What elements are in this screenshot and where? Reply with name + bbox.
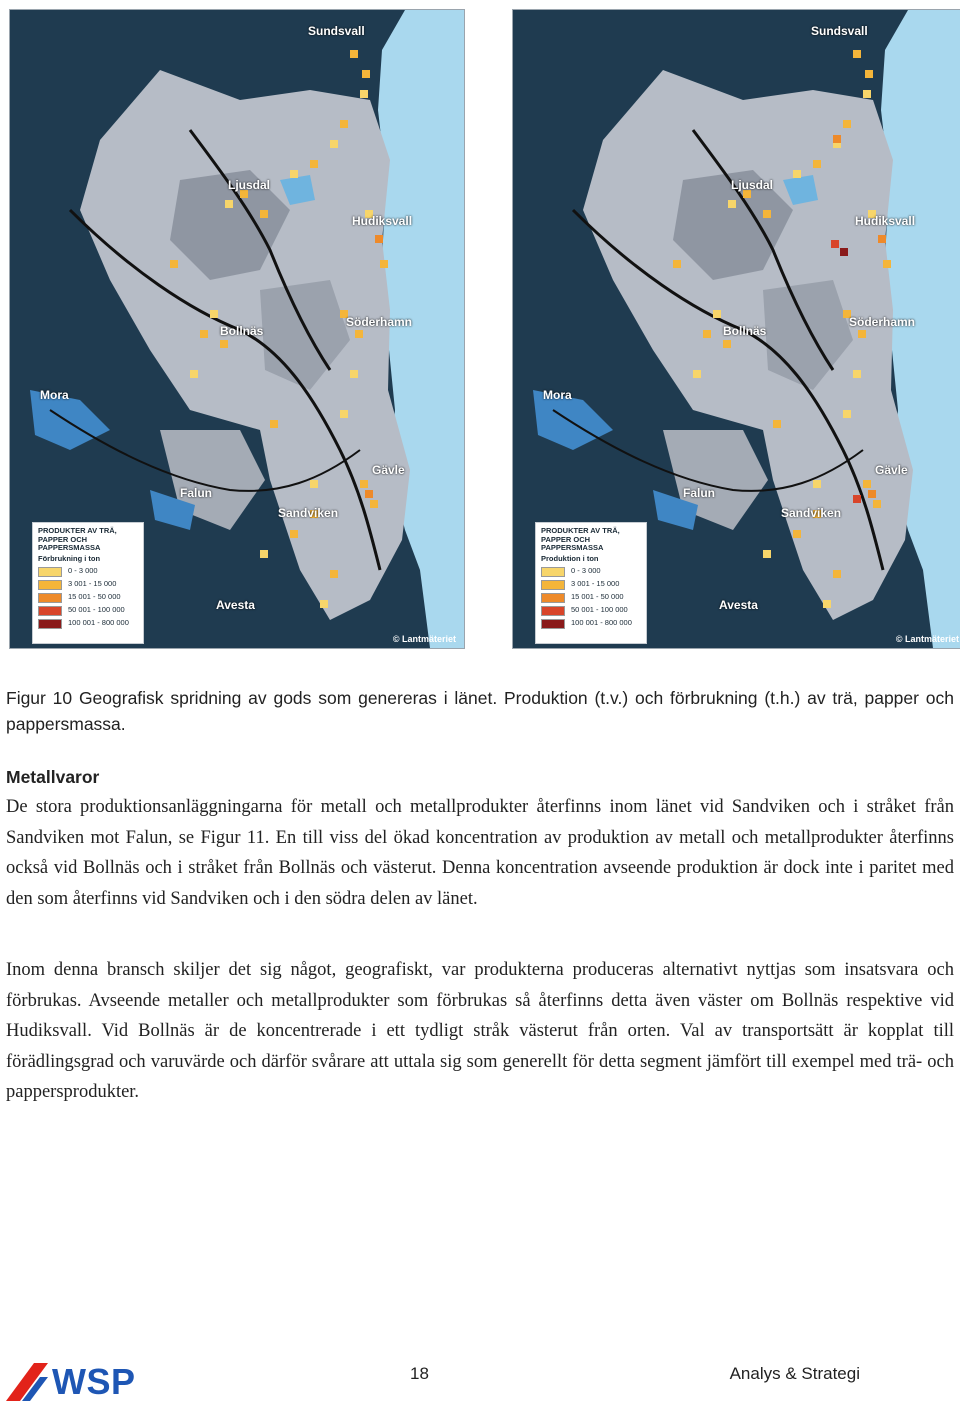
wsp-logo-text: WSP <box>52 1361 136 1402</box>
legend-swatch <box>541 619 565 629</box>
legend-title: PRODUKTER AV TRÄ, PAPPER OCH PAPPERSMASSA <box>38 526 117 553</box>
legend-swatch <box>38 593 62 603</box>
map-right <box>512 9 960 649</box>
body-paragraph: De stora produktionsanläggningarna för metall och metallprodukter återfinns inom länet vid Sandviken och i stråket från Sandviken mot Falun, se Figur 11. En till viss del ökad koncentration av produktion av metall och metallprodukter återfinns också vid Bollnäs och i stråket från Bollnäs och västerut. Denna koncentration avseende produktion är dock inte i paritet med den som återfinns vid Sandviken och i den södra delen av länet. <box>6 797 954 909</box>
legend-row <box>541 606 641 616</box>
legend-title: PRODUKTER AV TRÄ, PAPPER OCH PAPPERSMASSA <box>541 526 620 553</box>
legend-swatch <box>38 580 62 590</box>
legend-label: 15 001 - 50 000 <box>571 592 624 602</box>
legend-row <box>541 619 641 629</box>
legend-label: 50 001 - 100 000 <box>571 605 628 615</box>
legend-label: 3 001 - 15 000 <box>68 579 117 589</box>
legend-row <box>541 580 641 590</box>
legend-row <box>38 580 138 590</box>
city-label-bollnas: Bollnäs <box>723 324 767 338</box>
copyright-right: © Lantmäteriet <box>895 634 959 644</box>
city-label-gavle: Gävle <box>875 463 908 477</box>
legend-left <box>32 522 144 644</box>
page-number: 18 <box>410 1364 429 1383</box>
legend-row <box>38 567 138 577</box>
section-heading: Metallvaror <box>6 767 100 787</box>
city-label-ljusdal: Ljusdal <box>228 178 271 192</box>
legend-label: 0 - 3 000 <box>571 566 601 576</box>
legend-label: 0 - 3 000 <box>68 566 98 576</box>
city-label-ljusdal: Ljusdal <box>731 178 774 192</box>
legend-label: 100 001 - 800 000 <box>68 618 129 628</box>
legend-row <box>38 619 138 629</box>
city-label-avesta: Avesta <box>216 598 255 612</box>
body-paragraph: Inom denna bransch skiljer det sig något, geografiskt, var produkterna produceras alternativt nyttjas som insatsvara och förbrukas. Avseende metaller och metallprodukter som förbrukas så återfinns detta även väster om Bollnäs respektive vid Hudiksvall. Vid Bollnäs är de koncentrerade i ett tydligt stråk västerut från orten. Val av transportsätt är kopplat till förädlingsgrad och varuvärde och därför svårare att uttala sig som generellt för detta segment jämfört till exempel med trä- och pappersprodukter. <box>6 960 954 1102</box>
legend-row <box>38 606 138 616</box>
footer-publication-title: Analys & Strategi <box>729 1364 860 1383</box>
city-label-bollnas: Bollnäs <box>220 324 264 338</box>
legend-swatch <box>541 606 565 616</box>
map-left <box>9 9 465 649</box>
city-label-falun: Falun <box>683 486 715 500</box>
wsp-logo-icon <box>6 1363 48 1401</box>
legend-row <box>38 593 138 603</box>
legend-swatch <box>541 593 565 603</box>
legend-label: 50 001 - 100 000 <box>68 605 125 615</box>
legend-swatch <box>38 619 62 629</box>
city-label-sandviken: Sandviken <box>278 506 339 520</box>
city-label-soderhamn: Söderhamn <box>346 315 413 329</box>
legend-right <box>535 522 647 644</box>
city-label-sundsvall: Sundsvall <box>308 24 365 38</box>
legend-swatch <box>541 580 565 590</box>
legend-label: 3 001 - 15 000 <box>571 579 620 589</box>
city-label-mora: Mora <box>40 388 69 402</box>
city-label-mora: Mora <box>543 388 572 402</box>
legend-subtitle: Förbrukning i ton <box>38 553 101 563</box>
city-label-hudiksvall: Hudiksvall <box>855 214 916 228</box>
legend-label: 15 001 - 50 000 <box>68 592 121 602</box>
legend-swatch <box>38 606 62 616</box>
city-label-hudiksvall: Hudiksvall <box>352 214 413 228</box>
city-label-sundsvall: Sundsvall <box>811 24 868 38</box>
legend-label: 100 001 - 800 000 <box>571 618 632 628</box>
city-label-gavle: Gävle <box>372 463 405 477</box>
legend-row <box>541 593 641 603</box>
copyright-left: © Lantmäteriet <box>392 634 456 644</box>
figure-caption: Figur 10 Geografisk spridning av gods som genereras i länet. Produktion (t.v.) och förbrukning (t.h.) av trä, papper och pappersmassa. <box>6 688 954 734</box>
city-label-avesta: Avesta <box>719 598 758 612</box>
legend-swatch <box>38 567 62 577</box>
city-label-soderhamn: Söderhamn <box>849 315 916 329</box>
legend-swatch <box>541 567 565 577</box>
wsp-logo <box>6 1361 136 1403</box>
legend-subtitle: Produktion i ton <box>541 553 599 563</box>
city-label-falun: Falun <box>180 486 212 500</box>
legend-row <box>541 567 641 577</box>
city-label-sandviken: Sandviken <box>781 506 842 520</box>
